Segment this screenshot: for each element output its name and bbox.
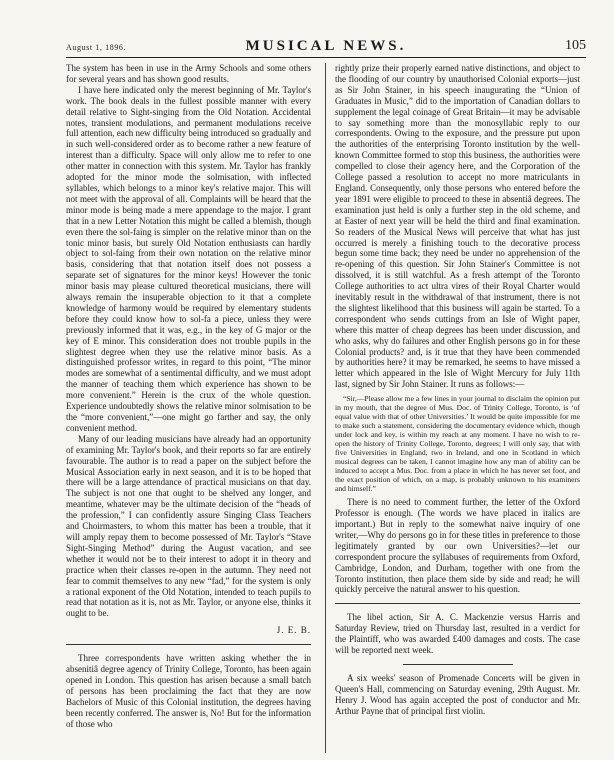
quoted-letter: “Sir,—Please allow me a few lines in your journal to disclaim the opinion put in my mouth, that the degree of Mus. Doc. of Trinity College, Toronto, is ‘of equal value with that of other Universities.’ It would be quite impossible for me to make such a statement, considering the documentary evidence which, though under lock and key, is within my reach at any moment. I have no wish to re-open the history of Trinity College, Toronto, degrees; I will only say, that with five Universities in England, two in Ireland, and one in Scotland in which musical degrees can be taken, I cannot imagine how any man of ability can be induced to accept a Mus. Doc. from a place in which he has never set foot, and the exact position of which, on a map, is probably unknown to his examiners and himself.” (335, 394, 580, 494)
paragraph: A six weeks' season of Promenade Concerts will be given in Queen's Hall, commencing on Saturday evening, 29th August. Mr. Henry J. Wood has again accepted the post of conductor and Mr. Arthur Payne that of principal first violin. (335, 672, 580, 716)
section-divider (66, 644, 311, 645)
paragraph: The system has been in use in the Army Schools and some others for several years and has shown good results. (66, 63, 311, 84)
paragraph: The libel action, Sir A. C. Mackenzie versus Harris and Saturday Review, tried on Thursday last, resulted in a verdict for the Plaintiff, who was awarded £400 damages and costs. The case will be reported next week. (335, 612, 580, 656)
section-divider (335, 603, 580, 604)
paragraph: Many of our leading musicians have already had an opportunity of examining Mr. Taylor's book, and their reports so far are entirely favourable. The author is to read a paper on the subject before the Musical Association early in next season, and it is to be hoped that there will be a large attendance of practical musicians on that day. The subject is not one that ought to be shelved any longer, and meantime, whatever may be the ultimate decision of the “heads of the profession,” I can confidently assure Singing Class Teachers and Choirmasters, to whom this matter has been a trouble, that it will amply repay them to become possessed of Mr. Taylor's “Stave Sight-Singing Method” during the August vacation, and see whether it would not be to their interest to adopt it in theory and practice when their classes re-open in the autumn. They need not fear to commit themselves to any new “fad,” for the system is only a rational exponent of the Old Notation, intended to teach pupils to read that notation as it is, not as Mr. Taylor, or anyone else, thinks it ought to be. (66, 433, 311, 619)
running-head (66, 38, 586, 56)
short-divider (403, 664, 513, 665)
page-number: 105 (565, 38, 586, 53)
right-column (335, 63, 580, 717)
signature: J. E. B. (276, 625, 311, 636)
left-column (66, 63, 311, 729)
masthead-title: MUSICAL NEWS. (245, 38, 407, 54)
issue-date: August 1, 1896. (66, 43, 127, 52)
header-rule (66, 57, 586, 58)
paragraph: There is no need to comment further, the letter of the Oxford Professor is enough. (The words we have placed in italics are important.) But in reply to the somewhat naive inquiry of one writer,—Why do persons go in for these titles in preference to those legitimately granted by our own Universities?—let our correspondent procure the syllabuses of requirements from Oxford, Cambridge, London, and Durham, together with one from the Toronto institution, then place them side by side and read; he will quickly perceive the natural answer to his question. (335, 497, 580, 595)
paragraph: rightly prize their properly earned native distinctions, and object to the flooding of our country by unauthorised Colonial exports—just as Sir John Stainer, in his speech inaugurating the “Union of Graduates in Music,” did to the importation of Canadian dollars to supplement the legal coinage of Great Britain—it may be advisable to say something more than the monosyllabic reply to our correspondents. Owing to the exposure, and the pressure put upon the authorities of the enterprising Toronto institution by the well-known Committee formed to stop this business, the authorities were compelled to close their agency here, and the Corporation of the College passed a resolution to accept no more matriculants in England. Consequently, only those persons who entered before the year 1891 were eligible to proceed to these in absentiâ degrees. The examination just held is only a further step in the old scheme, and at Easter of next year will be held the third and final examination. So readers of the Musical News will perceive that what has just occurred is merely a finishing touch to the decorative process begun some time back; they need be under no apprehension of the re-opening of this question. Sir John Stainer's Committee is not dissolved, it is still watchful. As a fresh attempt of the Toronto College authorities to act ultra vires of their Royal Charter would inevitably result in the withdrawal of that instrument, there is not the slightest likelihood that this business will again be started. To a correspondent who sends cuttings from an Isle of Wight paper, where this matter of cheap degrees has been under discussion, and who asks, why do failures and other English persons go in for these Colonial products? and, is it true that they have been commended by authorities here? it may be remarked, he seems to have missed a letter which appeared in the Isle of Wight Mercury for July 11th last, signed by Sir John Stainer. It runs as follows:— (335, 63, 580, 390)
paragraph: I have here indicated only the merest beginning of Mr. Taylor's work. The book deals in the fullest possible manner with every detail relative to Sight-singing from the Old Notation. Accidental notes, transient modulations, and permanent modulations receive full attention, each new difficulty being introduced so gradually and in such well-considered order as to become rather a new feature of interest than a difficulty. Space will only allow me to refer to one other matter in connection with this system. Mr. Taylor has frankly adopted for the minor mode the solmisation, with inflected syllables, which belongs to a minor key's relative major. This will not meet with the approval of all. Complaints will be heard that the minor mode is being made a mere appendage to the major. I grant that in a new Letter Notation this might be called a blemish, though even there the sol-faing is simpler on the relative minor than on the tonic minor basis, but surely Old Notation enthusiasts can hardly object to sol-faing from their own notation on the relative minor basis, considering that that notation itself does not possess a separate set of signatures for the minor keys! However the tonic minor basis may please cultured theoretical musicians, there will always remain the insuperable objection to it that a complete knowledge of harmony would be required by elementary students before they could know how to sol-fa a piece, unless they were previously informed that it was, e.g., in the key of G major or the key of E minor. This consideration does not trouble pupils in the slightest degree when they use the relative minor basis. As a distinguished professor writes, in regard to this point, “The minor modes are somewhat of a sentimental difficulty, and we must adopt the manner of teaching them which experience has shown to be more convenient.” Herein is the crux of the whole question. Experience undoubtedly shows the relative minor solmisation to be the “more convenient,”—one might go farther and say, the only convenient method. (66, 84, 311, 433)
paragraph: Three correspondents have written asking whether the in absenitiâ degree agency of Trinity College, Toronto, has been again opened in London. This question has arisen because a small batch of persons has been proclaiming the fact that they are now Bachelors of Music of this Colonial institution, the degrees having been recently conferred. The answer is, No! But for the information of those who (66, 653, 311, 729)
column-divider (325, 63, 326, 753)
